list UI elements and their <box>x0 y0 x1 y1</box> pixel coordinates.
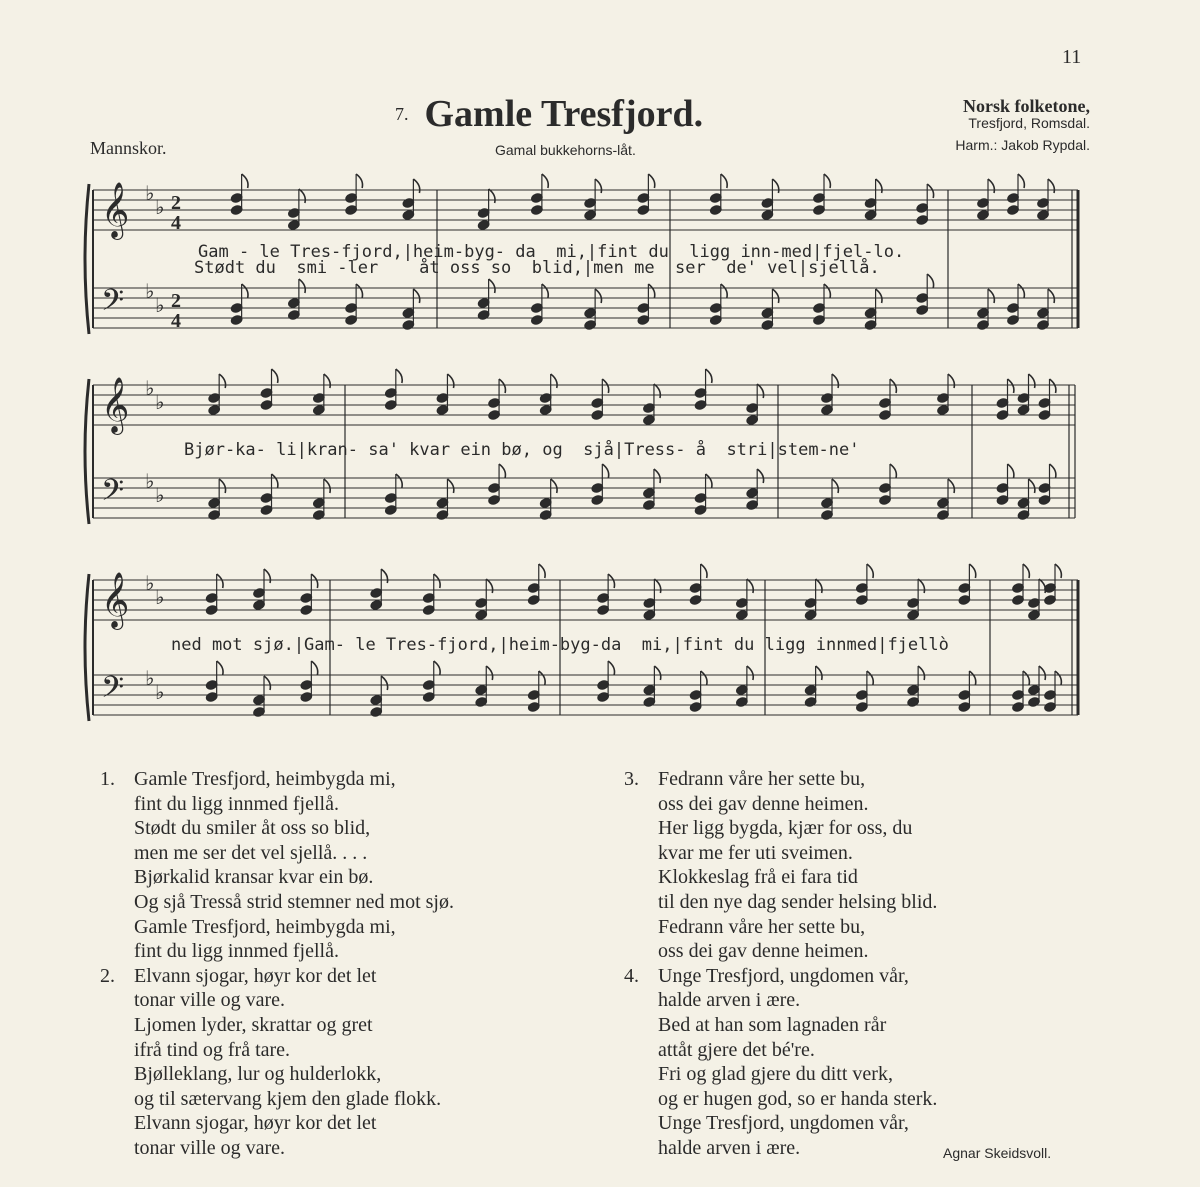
verse-line: halde arven i ære. <box>658 1136 801 1159</box>
verse-line: Bjølleklang, lur og hulderlokk, <box>134 1063 382 1086</box>
note-flag <box>918 666 924 680</box>
lyric-s2-l1: Bjør-ka- li|kran- sa' kvar ein bø, og sjå|Tress- å stri|stem-ne' <box>184 440 860 460</box>
note-flag <box>1039 579 1045 593</box>
verse-3 <box>624 767 937 964</box>
note-flag <box>824 174 830 188</box>
verse-number: 3. <box>624 768 639 790</box>
flat-icon: ♭ <box>145 378 155 400</box>
verses-left-column <box>100 767 454 1161</box>
note-flag <box>969 671 975 685</box>
verse-line: Elvann sjogar, høyr kor det let <box>134 1112 377 1135</box>
bass-clef-icon: 𝄢 <box>101 671 125 712</box>
note-flag <box>499 464 505 478</box>
flat-icon: ♭ <box>155 587 165 609</box>
note-flag <box>219 374 225 388</box>
verse-2 <box>100 964 454 1161</box>
flat-icon: ♭ <box>155 197 165 219</box>
note-flag <box>648 174 654 188</box>
harmony-credit: Harm.: Jakob Rypdal. <box>955 137 1090 153</box>
flat-icon: ♭ <box>155 392 165 414</box>
note-flag <box>654 384 660 398</box>
lyric-s1-l1: Gam - le Tres-fjord,|heim-byg- da mi,|fint du ligg inn-med|fjel-lo. <box>198 242 905 262</box>
flat-icon: ♭ <box>145 471 155 493</box>
verse-number: 1. <box>100 768 115 790</box>
verse-line: Fedrann våre her sette bu, <box>658 768 866 790</box>
verse-line: Fedrann våre her sette bu, <box>658 915 866 938</box>
note-flag <box>486 579 492 593</box>
verse-line: Unge Tresfjord, ungdomen vår, <box>658 1112 909 1135</box>
note-flag <box>747 579 753 593</box>
lyric-s3-l1: ned mot sjø.|Gam- le Tres-fjord,|heim-byg-da mi,|fint du ligg innmed|fjellò <box>171 635 949 655</box>
verse-line: tonar ville og vare. <box>134 1136 286 1159</box>
flat-icon: ♭ <box>155 485 165 507</box>
note-flag <box>217 574 223 588</box>
note-flag <box>969 564 975 578</box>
flat-icon: ♭ <box>145 668 155 690</box>
note-flag <box>242 284 248 298</box>
note-flag <box>772 179 778 193</box>
note-flag <box>1029 374 1035 388</box>
verse-number: 2. <box>100 964 115 987</box>
flat-icon: ♭ <box>155 682 165 704</box>
flat-icon: ♭ <box>145 281 155 303</box>
note-flag <box>542 174 548 188</box>
note-flag <box>706 369 712 383</box>
note-flag <box>701 564 707 578</box>
verse-line: men me ser det vel sjellå. . . . <box>134 841 368 864</box>
treble-clef-icon: 𝄞 <box>101 377 130 433</box>
note-flag <box>918 579 924 593</box>
note-flag <box>1039 666 1045 680</box>
note-flag <box>1023 564 1029 578</box>
note-flag <box>486 666 492 680</box>
note-flag <box>927 184 933 198</box>
verse-line: Unge Tresfjord, ungdomen vår, <box>658 964 909 987</box>
note-flag <box>721 174 727 188</box>
verse-number: 4. <box>624 964 639 987</box>
note-flag <box>242 174 248 188</box>
verse-line: Og sjå Tresså strid stemner ned mot sjø. <box>134 890 454 913</box>
flat-icon: ♭ <box>155 295 165 317</box>
note-flag <box>396 474 402 488</box>
verse-line: Elvann sjogar, høyr kor det let <box>134 964 377 987</box>
note-flag <box>721 284 727 298</box>
verse-line: halde arven i ære. <box>658 989 801 1012</box>
verse-line: oss dei gav denne heimen. <box>658 940 869 963</box>
note-flag <box>602 464 608 478</box>
verse-line: attåt gjere det bé're. <box>658 1038 815 1061</box>
note-flag <box>413 289 419 303</box>
lyricist-credit: Agnar Skeidsvoll. <box>943 1145 1052 1161</box>
note-flag <box>648 284 654 298</box>
note-flag <box>311 661 317 675</box>
system-brace <box>85 184 89 334</box>
note-flag <box>381 569 387 583</box>
note-flag <box>381 676 387 690</box>
origin-line2: Tresfjord, Romsdal. <box>968 115 1090 131</box>
verse-line: Ljomen lyder, skrattar og gret <box>134 1013 373 1036</box>
note-flag <box>489 279 495 293</box>
time-signature-numerator: 2 <box>171 290 181 312</box>
note-flag <box>654 666 660 680</box>
verse-line: og er hugen god, so er handa sterk. <box>658 1087 938 1110</box>
note-flag <box>772 289 778 303</box>
note-flag <box>217 661 223 675</box>
note-flag <box>867 671 873 685</box>
note-flag <box>867 564 873 578</box>
note-flag <box>654 579 660 593</box>
note-flag <box>1048 289 1054 303</box>
note-flag <box>608 661 614 675</box>
note-flag <box>1048 179 1054 193</box>
time-signature-numerator: 2 <box>171 192 181 214</box>
verse-1 <box>100 767 454 964</box>
verse-line: oss dei gav denne heimen. <box>658 792 869 815</box>
note-flag <box>551 479 557 493</box>
note-flag <box>890 379 896 393</box>
note-flag <box>299 279 305 293</box>
choir-label: Mannskor. <box>90 138 167 158</box>
note-flag <box>324 479 330 493</box>
time-signature-denominator: 4 <box>171 310 181 332</box>
note-flag <box>816 666 822 680</box>
note-flag <box>988 179 994 193</box>
verse-line: kvar me fer uti sveimen. <box>658 841 853 864</box>
note-flag <box>948 374 954 388</box>
note-flag <box>602 379 608 393</box>
note-flag <box>890 464 896 478</box>
verse-line: Klokkeslag frå ei fara tid <box>658 866 858 889</box>
verse-line: Bed at han som lagnaden rår <box>658 1013 887 1036</box>
note-flag <box>706 474 712 488</box>
system-brace <box>85 379 89 524</box>
note-flag <box>299 189 305 203</box>
treble-clef-icon: 𝄞 <box>101 182 130 238</box>
time-signature-denominator: 4 <box>171 212 181 234</box>
origin-line1: Norsk folketone, <box>963 96 1090 116</box>
bass-clef-icon: 𝄢 <box>101 474 125 515</box>
verse-4 <box>624 964 937 1161</box>
bass-clef-icon: 𝄢 <box>101 284 125 325</box>
flat-icon: ♭ <box>145 183 155 205</box>
song-subtitle: Gamal bukkehorns-låt. <box>495 142 636 158</box>
note-flag <box>434 574 440 588</box>
note-flag <box>1018 174 1024 188</box>
song-title: Gamle Tresfjord. <box>424 93 704 135</box>
note-flag <box>264 569 270 583</box>
note-flag <box>757 469 763 483</box>
note-flag <box>608 574 614 588</box>
note-flag <box>832 374 838 388</box>
note-flag <box>1050 379 1056 393</box>
note-flag <box>542 284 548 298</box>
note-flag <box>948 479 954 493</box>
note-flag <box>654 469 660 483</box>
note-flag <box>757 384 763 398</box>
note-flag <box>356 284 362 298</box>
note-flag <box>311 574 317 588</box>
lyric-s1-l2: Stødt du smi -ler åt oss so blid,|men me ser de' vel|sjellå. <box>194 258 880 278</box>
note-flag <box>264 676 270 690</box>
treble-clef-icon: 𝄞 <box>101 572 130 628</box>
note-flag <box>539 564 545 578</box>
note-flag <box>824 284 830 298</box>
note-flag <box>499 379 505 393</box>
note-flag <box>988 289 994 303</box>
note-flag <box>219 479 225 493</box>
note-flag <box>1055 564 1061 578</box>
verse-line: fint du ligg innmed fjellå. <box>134 940 339 963</box>
verse-line: Gamle Tresfjord, heimbygda mi, <box>134 768 396 790</box>
note-flag <box>539 671 545 685</box>
note-flag <box>489 189 495 203</box>
note-flag <box>324 374 330 388</box>
note-flag <box>1029 479 1035 493</box>
note-flag <box>701 671 707 685</box>
note-flag <box>1023 671 1029 685</box>
page-number: 11 <box>1062 46 1082 68</box>
note-flag <box>447 374 453 388</box>
verses-right-column <box>624 767 937 1161</box>
note-flag <box>595 289 601 303</box>
verse-line: Her ligg bygda, kjær for oss, du <box>658 817 913 840</box>
verse-line: og til sætervang kjem den glade flokk. <box>134 1087 442 1110</box>
note-flag <box>1018 284 1024 298</box>
verse-line: til den nye dag sender helsing blid. <box>658 890 938 913</box>
note-flag <box>1050 464 1056 478</box>
note-flag <box>595 179 601 193</box>
note-flag <box>1055 671 1061 685</box>
note-flag <box>1008 464 1014 478</box>
note-flag <box>1008 379 1014 393</box>
note-flag <box>447 479 453 493</box>
note-flag <box>356 174 362 188</box>
verse-line: tonar ville og vare. <box>134 989 286 1012</box>
verse-line: ifrå tind og frå tare. <box>134 1038 291 1061</box>
note-flag <box>272 474 278 488</box>
song-number: 7. <box>395 103 409 124</box>
verse-line: Stødt du smiler åt oss so blid, <box>134 817 371 840</box>
verse-line: Fri og glad gjere du ditt verk, <box>658 1063 893 1086</box>
flat-icon: ♭ <box>145 573 155 595</box>
note-flag <box>816 579 822 593</box>
verse-line: Bjørkalid kransar kvar ein bø. <box>134 866 374 889</box>
note-flag <box>876 179 882 193</box>
note-flag <box>434 661 440 675</box>
verse-line: fint du ligg innmed fjellå. <box>134 792 339 815</box>
note-flag <box>272 369 278 383</box>
note-flag <box>551 374 557 388</box>
system-brace <box>85 574 89 721</box>
note-flag <box>832 479 838 493</box>
note-flag <box>876 289 882 303</box>
verse-line: Gamle Tresfjord, heimbygda mi, <box>134 915 396 938</box>
note-flag <box>927 274 933 288</box>
note-flag <box>396 369 402 383</box>
note-flag <box>413 179 419 193</box>
note-flag <box>747 666 753 680</box>
